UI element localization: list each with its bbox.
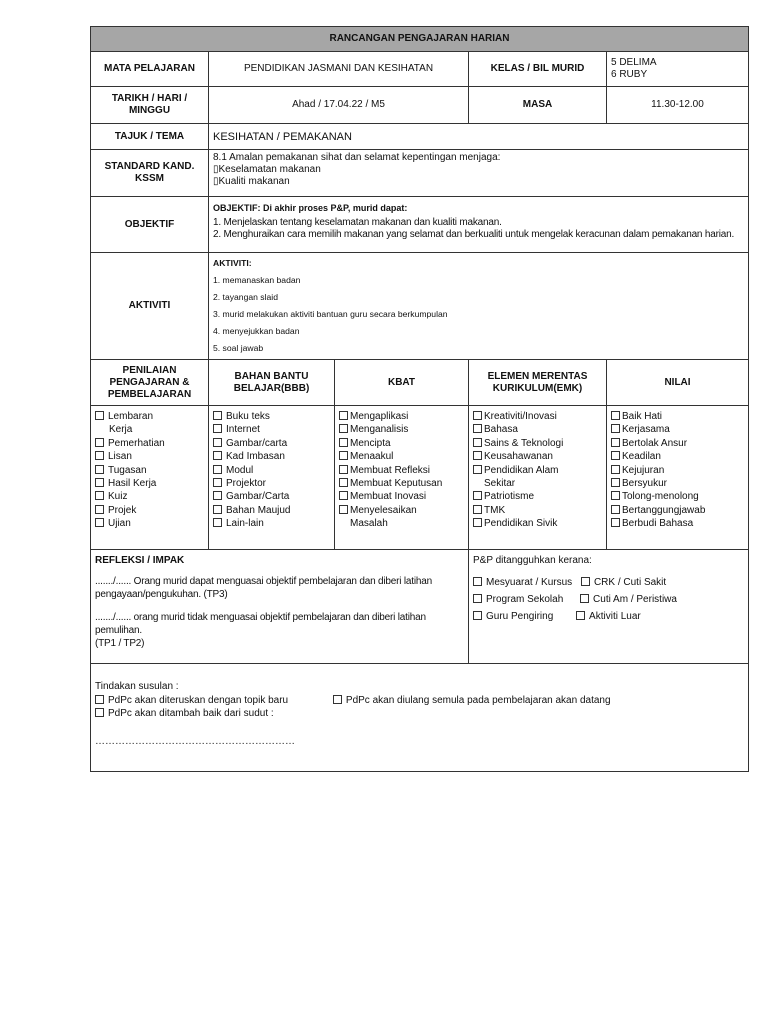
tindakan-option[interactable]: PdPc akan ditambah baik dari sudut : <box>95 707 744 721</box>
kbat-option-cont: Masalah <box>350 518 388 530</box>
checkbox[interactable] <box>95 438 104 447</box>
emk-header: ELEMEN MERENTAS KURIKULUM(EMK) <box>469 360 607 406</box>
emk-option[interactable]: Bahasa <box>473 423 602 436</box>
checkbox[interactable] <box>213 411 222 420</box>
checkbox[interactable] <box>611 451 620 460</box>
checkbox[interactable] <box>611 491 620 500</box>
nilai-header: NILAI <box>607 360 749 406</box>
bbb-option[interactable]: Lain-lain <box>213 517 330 530</box>
bbb-option[interactable]: Projektor <box>213 477 330 490</box>
mata-pelajaran-value: PENDIDIKAN JASMANI DAN KESIHATAN <box>209 52 469 87</box>
checkbox[interactable] <box>473 424 482 433</box>
kbat-list <box>335 406 469 550</box>
kbat-option[interactable]: Menyelesaikan <box>339 504 464 517</box>
penilaian-option[interactable]: Lembaran <box>95 410 204 423</box>
tindakan-title: Tindakan susulan : <box>95 681 179 692</box>
checkbox[interactable] <box>611 518 620 527</box>
ditangguhkan-option[interactable]: Mesyuarat / Kursus <box>473 577 572 588</box>
bbb-option[interactable]: Gambar/Carta <box>213 490 330 503</box>
ditangguhkan-option[interactable]: CRK / Cuti Sakit <box>581 577 666 588</box>
checkbox[interactable] <box>339 465 348 474</box>
bbb-option[interactable]: Gambar/carta <box>213 437 330 450</box>
objektif-label: OBJEKTIF <box>91 197 209 253</box>
ditangguhkan-option[interactable]: Aktiviti Luar <box>576 611 641 622</box>
checkbox[interactable] <box>611 478 620 487</box>
checkbox[interactable] <box>213 491 222 500</box>
penilaian-option[interactable]: Hasil Kerja <box>95 477 204 490</box>
ditangguhkan-option[interactable]: Cuti Am / Peristiwa <box>580 594 677 605</box>
kbat-option[interactable]: Membuat Inovasi <box>339 490 464 503</box>
bbb-option[interactable]: Internet <box>213 423 330 436</box>
emk-option[interactable]: Kreativiti/Inovasi <box>473 410 602 423</box>
checkbox[interactable] <box>213 478 222 487</box>
bbb-header: BAHAN BANTU BELAJAR(BBB) <box>209 360 335 406</box>
checkbox[interactable] <box>95 708 104 717</box>
checkbox[interactable] <box>473 594 482 603</box>
bbb-list <box>209 406 335 550</box>
nilai-option[interactable]: Tolong-menolong <box>611 490 744 503</box>
tarikh-label: TARIKH / HARI / MINGGU <box>91 87 209 124</box>
bbb-option[interactable]: Bahan Maujud <box>213 504 330 517</box>
emk-option-cont: Sekitar <box>484 478 516 490</box>
ditangguhkan-option[interactable]: Program Sekolah <box>473 594 563 605</box>
penilaian-option-cont: Kerja <box>109 424 133 436</box>
nilai-option[interactable]: Berbudi Bahasa <box>611 517 744 530</box>
kelas-line-2: 6 RUBY <box>611 69 648 80</box>
penilaian-option[interactable]: Projek <box>95 504 204 517</box>
checkbox[interactable] <box>473 465 482 474</box>
bbb-option[interactable]: Kad Imbasan <box>213 450 330 463</box>
aktiviti-heading: AKTIVITI: <box>213 258 252 268</box>
aktiviti-item: 5. soal jawab <box>213 343 264 353</box>
nilai-option[interactable]: Kejujuran <box>611 464 744 477</box>
kelas-line-1: 5 DELIMA <box>611 57 657 68</box>
checkbox[interactable] <box>611 505 620 514</box>
emk-option[interactable]: Pendidikan Alam <box>473 464 602 477</box>
checkbox[interactable] <box>339 491 348 500</box>
checkbox[interactable] <box>213 518 222 527</box>
emk-option[interactable]: Keusahawanan <box>473 450 602 463</box>
aktiviti-content <box>209 253 749 360</box>
masa-value: 11.30-12.00 <box>607 87 749 124</box>
checkbox[interactable] <box>339 438 348 447</box>
checkbox[interactable] <box>95 465 104 474</box>
penilaian-option[interactable]: Ujian <box>95 517 204 530</box>
checkbox[interactable] <box>611 465 620 474</box>
refleksi-line: (TP1 / TP2) <box>95 638 145 649</box>
checkbox[interactable] <box>95 491 104 500</box>
checkbox[interactable] <box>339 505 348 514</box>
ditangguhkan-section <box>469 550 749 664</box>
checkbox[interactable] <box>95 411 104 420</box>
aktiviti-item: 4. menyejukkan badan <box>213 326 300 336</box>
checkbox[interactable] <box>339 411 348 420</box>
penilaian-option[interactable]: Tugasan <box>95 464 204 477</box>
tindakan-option[interactable]: PdPc akan diulang semula pada pembelajaran akan datang <box>333 695 611 706</box>
tindakan-row <box>95 694 744 708</box>
checkbox[interactable] <box>339 451 348 460</box>
tindakan-section <box>91 664 749 772</box>
ditangguhkan-row <box>473 593 744 606</box>
checkbox[interactable] <box>581 577 590 586</box>
checkbox[interactable] <box>339 478 348 487</box>
checkbox[interactable] <box>473 451 482 460</box>
nilai-option[interactable]: Keadilan <box>611 450 744 463</box>
kbat-option[interactable]: Membuat Refleksi <box>339 464 464 477</box>
standard-content <box>209 150 749 197</box>
aktiviti-label: AKTIVITI <box>91 253 209 360</box>
standard-line: ▯Kualiti makanan <box>213 176 290 187</box>
penilaian-header: PENILAIAN PENGAJARAN & PEMBELAJARAN <box>91 360 209 406</box>
checkbox[interactable] <box>333 695 342 704</box>
checkbox[interactable] <box>213 451 222 460</box>
checkbox[interactable] <box>213 465 222 474</box>
checkbox[interactable] <box>95 518 104 527</box>
ditangguhkan-option[interactable]: Guru Pengiring <box>473 611 553 622</box>
checkbox[interactable] <box>473 611 482 620</box>
checkbox[interactable] <box>213 505 222 514</box>
kbat-option[interactable]: Membuat Keputusan <box>339 477 464 490</box>
refleksi-line: pengayaan/pengukuhan. (TP3) <box>95 589 228 600</box>
emk-option[interactable]: Sains & Teknologi <box>473 437 602 450</box>
checkbox[interactable] <box>611 438 620 447</box>
refleksi-section <box>91 550 469 664</box>
nilai-option[interactable]: Baik Hati <box>611 410 744 423</box>
nilai-option[interactable]: Bertanggungjawab <box>611 504 744 517</box>
checkbox[interactable] <box>95 505 104 514</box>
standard-line: ▯Keselamatan makanan <box>213 164 321 175</box>
kelas-label: KELAS / BIL MURID <box>469 52 607 87</box>
kbat-option[interactable]: Mencipta <box>339 437 464 450</box>
nilai-option[interactable]: Kerjasama <box>611 423 744 436</box>
checkbox[interactable] <box>611 424 620 433</box>
tajuk-value: KESIHATAN / PEMAKANAN <box>209 124 749 150</box>
penilaian-option[interactable]: Kuiz <box>95 490 204 503</box>
penilaian-option[interactable]: Pemerhatian <box>95 437 204 450</box>
checkbox[interactable] <box>339 424 348 433</box>
aktiviti-item: 3. murid melakukan aktiviti bantuan guru secara berkumpulan <box>213 309 448 319</box>
checkbox[interactable] <box>473 491 482 500</box>
checkbox[interactable] <box>611 411 620 420</box>
objektif-item: 2. Menghuraikan cara memilih makanan yang selamat dan berkualiti untuk mengelak keracunan dalam pemakanan harian. <box>213 229 735 240</box>
checkbox[interactable] <box>473 411 482 420</box>
nilai-option[interactable]: Bertolak Ansur <box>611 437 744 450</box>
plan-title: RANCANGAN PENGAJARAN HARIAN <box>91 27 749 52</box>
nilai-option[interactable]: Bersyukur <box>611 477 744 490</box>
checkbox[interactable] <box>213 438 222 447</box>
ditangguhkan-title: P&P ditangguhkan kerana: <box>473 555 592 566</box>
refleksi-line: ......./...... Orang murid dapat menguasai objektif pembelajaran dan diberi latihan <box>95 576 432 587</box>
standard-line: 8.1 Amalan pemakanan sihat dan selamat kepentingan menjaga: <box>213 152 501 163</box>
objektif-item: 1. Menjelaskan tentang keselamatan makanan dan kualiti makanan. <box>213 217 502 228</box>
penilaian-option[interactable]: Lisan <box>95 450 204 463</box>
checkbox[interactable] <box>580 594 589 603</box>
tajuk-label: TAJUK / TEMA <box>91 124 209 150</box>
checkbox[interactable] <box>95 478 104 487</box>
refleksi-title: REFLEKSI / IMPAK <box>95 555 185 566</box>
kbat-option[interactable]: Menganalisis <box>339 423 464 436</box>
nilai-list <box>607 406 749 550</box>
tindakan-option[interactable]: PdPc akan diteruskan dengan topik baru <box>95 695 288 706</box>
kelas-value <box>607 52 749 87</box>
mata-pelajaran-label: MATA PELAJARAN <box>91 52 209 87</box>
checkbox[interactable] <box>576 611 585 620</box>
lesson-plan-table <box>90 26 749 772</box>
standard-label: STANDARD KAND. KSSM <box>91 150 209 197</box>
tindakan-dotted-line[interactable]: …………………………………………………… <box>95 735 295 747</box>
checkbox[interactable] <box>473 438 482 447</box>
kbat-header: KBAT <box>335 360 469 406</box>
bbb-option[interactable]: Modul <box>213 464 330 477</box>
emk-list <box>469 406 607 550</box>
ditangguhkan-row <box>473 610 744 623</box>
tarikh-value: Ahad / 17.04.22 / M5 <box>209 87 469 124</box>
emk-option[interactable]: Patriotisme <box>473 490 602 503</box>
refleksi-line: ......./...... orang murid tidak menguasai objektif pembelajaran dan diberi latihan pemulihan. <box>95 612 426 636</box>
aktiviti-item: 2. tayangan slaid <box>213 292 278 302</box>
kbat-option[interactable]: Mengaplikasi <box>339 410 464 423</box>
emk-option[interactable]: Pendidikan Sivik <box>473 517 602 530</box>
ditangguhkan-row <box>473 576 744 589</box>
objektif-heading: OBJEKTIF: Di akhir proses P&P, murid dapat: <box>213 203 408 213</box>
lesson-plan-page <box>90 26 748 772</box>
objektif-content <box>209 197 749 253</box>
checkbox[interactable] <box>473 505 482 514</box>
checkbox[interactable] <box>95 451 104 460</box>
checkbox[interactable] <box>473 577 482 586</box>
bbb-option[interactable]: Buku teks <box>213 410 330 423</box>
masa-label: MASA <box>469 87 607 124</box>
checkbox[interactable] <box>213 424 222 433</box>
aktiviti-item: 1. memanaskan badan <box>213 275 301 285</box>
checkbox[interactable] <box>95 695 104 704</box>
kbat-option[interactable]: Menaakul <box>339 450 464 463</box>
emk-option[interactable]: TMK <box>473 504 602 517</box>
checkbox[interactable] <box>473 518 482 527</box>
penilaian-list <box>91 406 209 550</box>
